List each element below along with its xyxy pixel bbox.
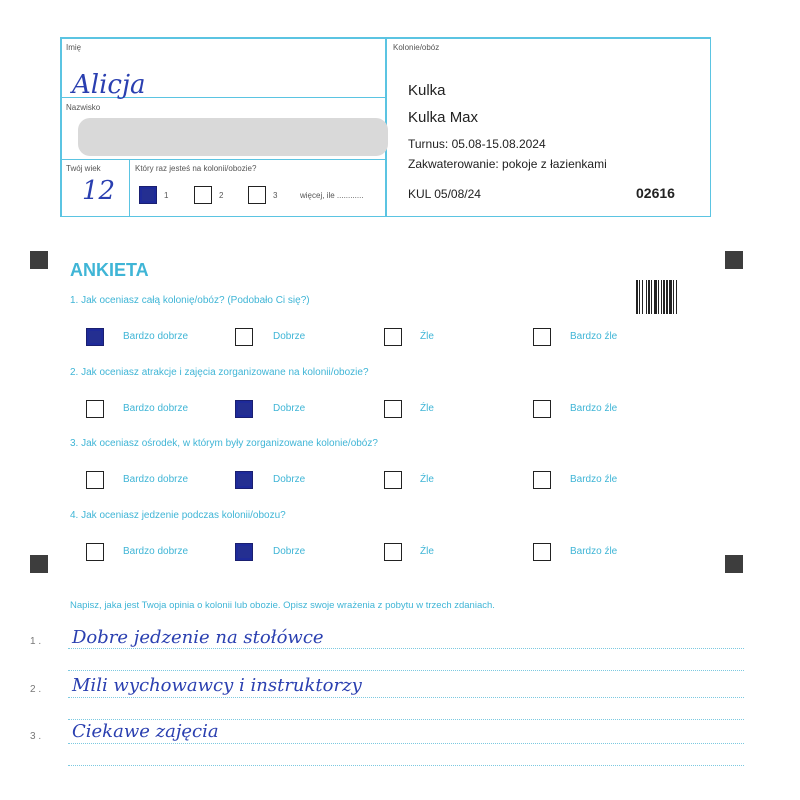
- question-text: 4. Jak oceniasz jedzenie podczas kolonii/obozu?: [70, 510, 286, 521]
- answer-option-label: Bardzo dobrze: [123, 546, 189, 557]
- answer-option-label: Źle: [420, 474, 434, 485]
- barcode-stripe: [654, 280, 657, 314]
- barcode-stripe: [676, 280, 677, 314]
- times-label: Który raz jesteś na kolonii/obozie?: [135, 164, 257, 173]
- answer-checkbox[interactable]: [533, 400, 551, 418]
- registration-marker: [30, 555, 48, 573]
- answer-option-label: Bardzo źle: [570, 331, 618, 342]
- answer-checkbox[interactable]: [235, 471, 253, 489]
- answer-checkbox[interactable]: [235, 400, 253, 418]
- question-text: 2. Jak oceniasz atrakcje i zajęcia zorganizowane na kolonii/obozie?: [70, 367, 369, 378]
- barcode-stripe: [663, 280, 665, 314]
- answer-option-label: Dobrze: [273, 331, 306, 342]
- barcode-stripe: [666, 280, 668, 314]
- answer-checkbox[interactable]: [533, 543, 551, 561]
- question-text: 1. Jak oceniasz całą kolonię/obóz? (Podobało Ci się?): [70, 295, 310, 306]
- dotted-line: [68, 670, 744, 671]
- barcode-stripe: [669, 280, 672, 314]
- dotted-line: [68, 765, 744, 766]
- answer-option-label: Bardzo dobrze: [123, 474, 189, 485]
- times-checkbox-1[interactable]: [139, 186, 157, 204]
- opinion-line-number: 2 .: [30, 684, 42, 695]
- barcode-stripe: [646, 280, 647, 314]
- opinion-prompt: Napisz, jaka jest Twoja opinia o kolonii lub obozie. Opisz swoje wrażenia z pobytu w trzech zdaniach.: [70, 600, 495, 611]
- opinion-answer: Dobre jedzenie na stołówce: [72, 627, 324, 648]
- times-option-3: 3: [273, 191, 278, 200]
- opinion-answer: Ciekawe zajęcia: [72, 721, 219, 742]
- name-label: Imię: [66, 43, 82, 52]
- turnus: Turnus: 05.08-15.08.2024: [408, 137, 546, 151]
- answer-option-label: Bardzo źle: [570, 403, 618, 414]
- answer-checkbox[interactable]: [533, 328, 551, 346]
- answer-checkbox[interactable]: [86, 400, 104, 418]
- barcode-stripe: [658, 280, 659, 314]
- times-checkbox-2[interactable]: [194, 186, 212, 204]
- times-option-1: 1: [164, 191, 169, 200]
- opinion-line-number: 1 .: [30, 636, 42, 647]
- age-label: Twój wiek: [66, 164, 101, 173]
- answer-checkbox[interactable]: [86, 328, 104, 346]
- surname-redaction: [78, 118, 388, 156]
- times-checkbox-3[interactable]: [248, 186, 266, 204]
- surname-label: Nazwisko: [66, 103, 101, 112]
- answer-option-label: Źle: [420, 331, 434, 342]
- registration-marker: [725, 555, 743, 573]
- barcode-stripe: [648, 280, 650, 314]
- form-number: 02616: [636, 185, 675, 201]
- answer-option-label: Źle: [420, 403, 434, 414]
- answer-checkbox[interactable]: [86, 543, 104, 561]
- answer-checkbox[interactable]: [384, 471, 402, 489]
- barcode-stripe: [673, 280, 674, 314]
- answer-option-label: Bardzo dobrze: [123, 403, 189, 414]
- answer-checkbox[interactable]: [235, 543, 253, 561]
- answer-checkbox[interactable]: [384, 328, 402, 346]
- answer-option-label: Bardzo źle: [570, 546, 618, 557]
- barcode-stripe: [642, 280, 643, 314]
- barcode: [636, 280, 690, 314]
- answer-checkbox[interactable]: [235, 328, 253, 346]
- opinion-line-number: 3 .: [30, 731, 42, 742]
- barcode-stripe: [636, 280, 638, 314]
- times-more: więcej, ile ............: [300, 191, 364, 200]
- opinion-answer: Mili wychowawcy i instruktorzy: [72, 675, 362, 696]
- answer-option-label: Źle: [420, 546, 434, 557]
- question-text: 3. Jak oceniasz ośrodek, w którym były zorganizowane kolonie/obóz?: [70, 438, 378, 449]
- answer-option-label: Dobrze: [273, 474, 306, 485]
- answer-checkbox[interactable]: [86, 471, 104, 489]
- colony-sub: Kulka Max: [408, 109, 479, 126]
- answer-checkbox[interactable]: [533, 471, 551, 489]
- answer-option-label: Dobrze: [273, 546, 306, 557]
- answer-option-label: Bardzo dobrze: [123, 331, 189, 342]
- colony-code: KUL 05/08/24: [408, 187, 481, 201]
- answer-checkbox[interactable]: [384, 400, 402, 418]
- times-option-2: 2: [219, 191, 224, 200]
- colony-name: Kulka: [408, 82, 446, 99]
- accommodation: Zakwaterowanie: pokoje z łazienkami: [408, 157, 607, 171]
- age-value: 12: [82, 176, 116, 206]
- barcode-stripe: [661, 280, 662, 314]
- dotted-line: [68, 697, 744, 698]
- registration-marker: [725, 251, 743, 269]
- dotted-line: [68, 743, 744, 744]
- dotted-line: [68, 648, 744, 649]
- name-value: Alicja: [72, 70, 146, 100]
- answer-checkbox[interactable]: [384, 543, 402, 561]
- colony-label: Kolonie/obóz: [393, 43, 440, 52]
- dotted-line: [68, 719, 744, 720]
- barcode-stripe: [651, 280, 652, 314]
- answer-option-label: Dobrze: [273, 403, 306, 414]
- registration-marker: [30, 251, 48, 269]
- survey-title: ANKIETA: [70, 260, 149, 280]
- answer-option-label: Bardzo źle: [570, 474, 618, 485]
- barcode-stripe: [639, 280, 640, 314]
